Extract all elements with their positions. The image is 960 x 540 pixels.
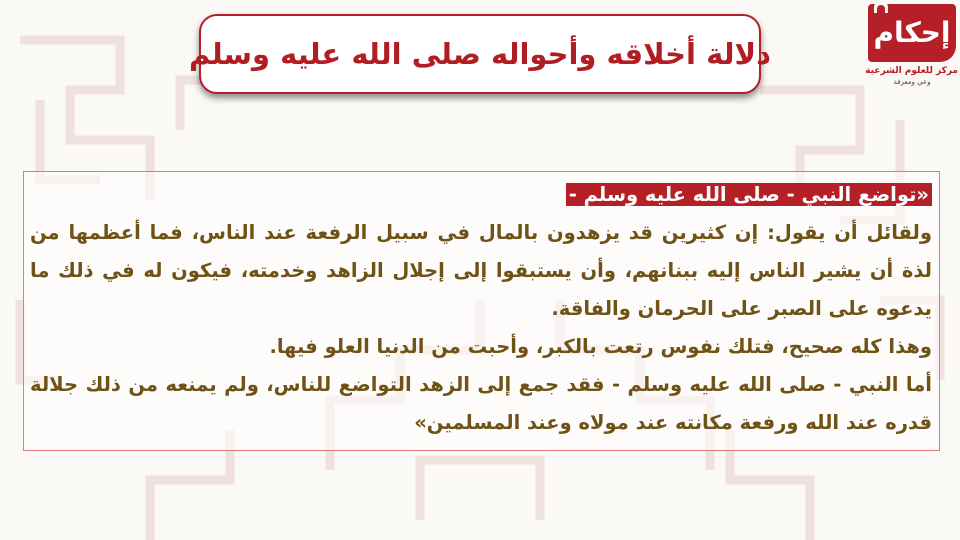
content-text [30, 176, 932, 442]
logo [866, 4, 958, 96]
logo-subtagline: وعي ومعرفة [893, 78, 931, 86]
paragraph-2: وهذا كله صحيح، فتلك نفوس رتعت بالكبر، وأحبت من الدنيا العلو فيها. [269, 335, 932, 358]
logo-cap-icon [874, 1, 888, 13]
heading-line [30, 176, 932, 214]
logo-name: إحكام [873, 16, 951, 49]
logo-mark [868, 4, 956, 62]
paragraph-3: أما النبي - صلى الله عليه وسلم - فقد جمع إلى الزهد التواضع للناس، ولم يمنعه من ذلك جلالة قدره عند الله ورفعة مكانته عند مولاه وعند المسلمين» [30, 373, 932, 434]
page-title: دلالة أخلاقه وأحواله صلى الله عليه وسلم [188, 37, 772, 71]
paragraph-1: ولقائل أن يقول: إن كثيرين قد يزهدون بالمال في سبيل الرفعة عند الناس، فما أعظمها من لذة أن يشير الناس إليه ببنانهم، وأن يستبقوا إلى إجلال الزاهد وخدمته، فيكون له في ذلك ما يدعوه على الصبر على الحرمان والفاقة. [30, 221, 932, 320]
section-heading: «تواضع النبي - صلى الله عليه وسلم - [566, 183, 932, 206]
title-box [188, 14, 772, 94]
logo-tagline: مركز للعلوم الشرعية [865, 66, 958, 76]
